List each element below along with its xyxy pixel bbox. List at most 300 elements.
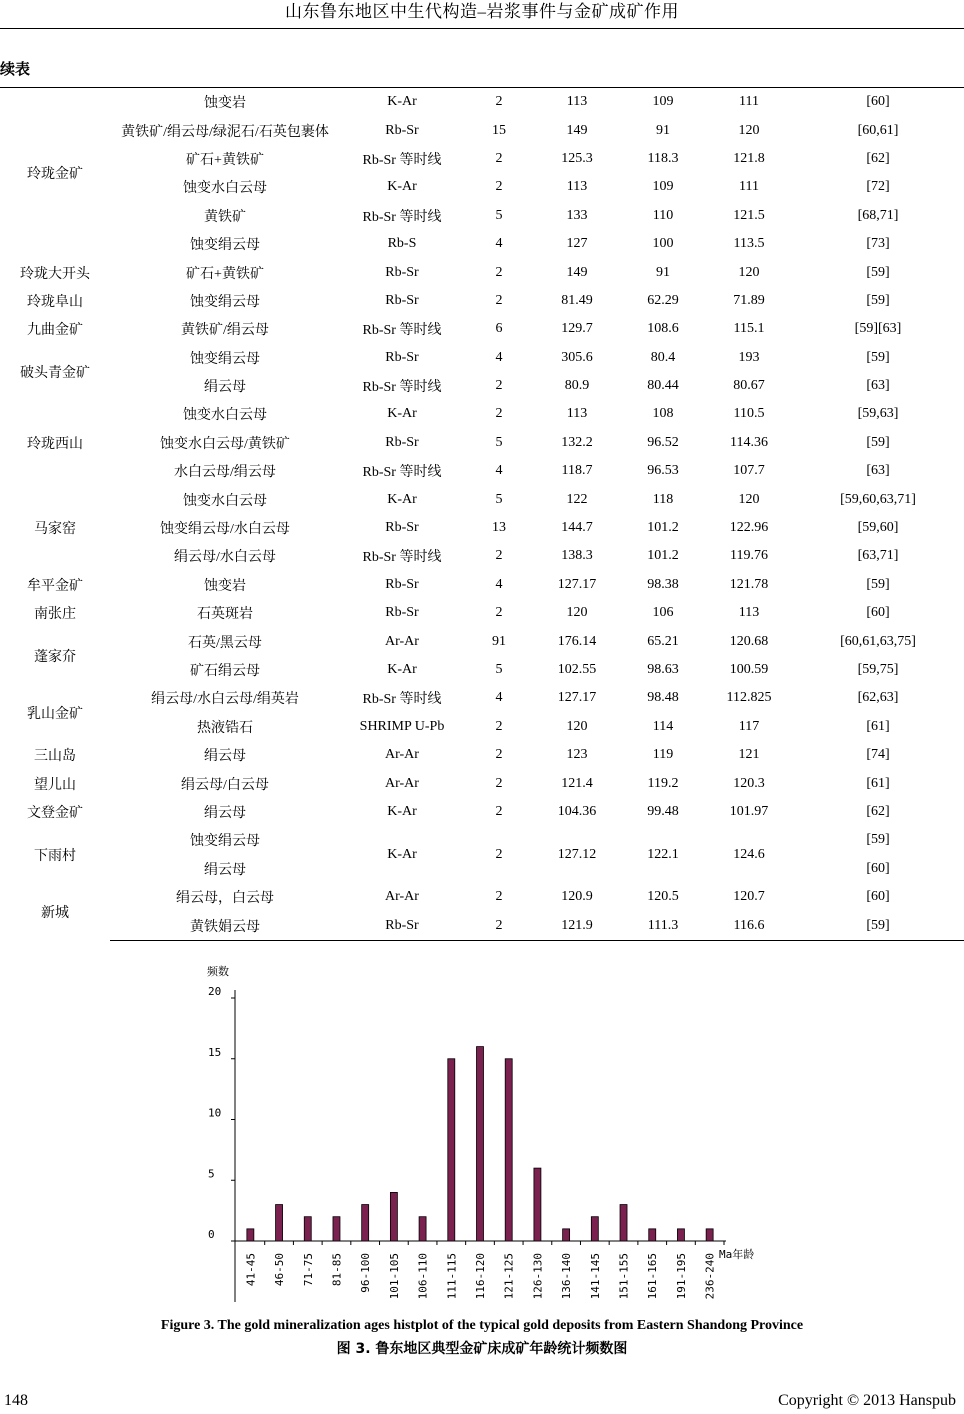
count-cell: 2	[495, 605, 503, 621]
x-tick-label: 136-140	[560, 1253, 574, 1300]
table-row	[0, 173, 964, 201]
mean-age-cell: 121.5	[733, 207, 765, 223]
min-age-cell: 118	[652, 491, 674, 507]
count-cell: 2	[495, 179, 503, 195]
x-tick-label: 111-115	[445, 1253, 459, 1300]
histogram-bar	[247, 1229, 254, 1241]
method-cell: Rb-Sr 等时线	[362, 465, 442, 481]
table-row	[0, 202, 964, 230]
mean-age-cell: 121.8	[733, 150, 765, 166]
x-tick-label: 236-240	[703, 1253, 717, 1300]
min-age-cell: 119.2	[647, 775, 679, 791]
table-row	[0, 258, 964, 286]
max-age-cell: 123	[566, 747, 588, 763]
table-continued-label: 续表	[0, 60, 31, 78]
count-cell: 2	[495, 378, 503, 394]
min-age-cell: 114	[652, 718, 674, 734]
reference-cell: [60,61]	[857, 122, 899, 138]
method-cell: Rb-Sr	[385, 434, 419, 450]
table-row	[0, 826, 964, 854]
mean-age-cell: 80.67	[733, 378, 765, 394]
method-cell: Rb-Sr	[385, 576, 419, 592]
reference-cell: [68,71]	[857, 207, 899, 223]
deposit-cell: 玲珑阜山	[27, 294, 83, 310]
mean-age-cell: 120.68	[729, 633, 769, 649]
mineral-cell: 绢云母	[204, 805, 246, 821]
method-cell: K-Ar	[387, 406, 417, 422]
mean-age-cell: 113.5	[733, 236, 765, 252]
mineral-cell: 绢云母/水白云母	[174, 550, 276, 566]
x-tick-label: 96-100	[359, 1253, 373, 1293]
min-age-cell: 108	[652, 406, 674, 422]
method-cell: Rb-Sr 等时线	[362, 152, 442, 168]
count-cell: 4	[495, 236, 503, 252]
max-age-cell: 120	[566, 718, 588, 734]
min-age-cell: 62.29	[647, 292, 679, 308]
mineral-cell: 绢云母	[204, 862, 246, 878]
mean-age-cell: 110.5	[733, 406, 765, 422]
reference-cell: [63]	[866, 378, 890, 394]
method-cell: K-Ar	[387, 662, 417, 677]
min-age-cell: 99.48	[647, 803, 679, 819]
method-cell: K-Ar	[387, 179, 417, 195]
histogram-bar	[333, 1217, 340, 1241]
min-age-cell: 109	[652, 94, 674, 110]
reference-cell: [60]	[866, 860, 890, 876]
count-cell: 13	[492, 520, 506, 536]
mineral-cell: 绢云母/白云母	[181, 777, 269, 793]
max-age-cell: 132.2	[561, 434, 593, 450]
mineral-cell: 蚀变绢云母	[190, 834, 260, 850]
age-data-table	[0, 87, 964, 941]
min-age-cell: 101.2	[647, 520, 679, 536]
y-axis-title: 频数	[207, 965, 229, 978]
method-cell: Rb-Sr 等时线	[362, 380, 442, 396]
max-age-cell: 133	[566, 207, 588, 223]
max-age-cell: 102.55	[557, 662, 597, 677]
method-cell: Rb-Sr 等时线	[362, 209, 442, 225]
count-cell: 5	[495, 491, 503, 507]
min-age-cell: 96.53	[647, 463, 679, 479]
histogram-bar	[706, 1229, 713, 1241]
mean-age-cell: 107.7	[733, 463, 765, 479]
reference-cell: [59]	[866, 832, 890, 848]
method-cell: Ar-Ar	[385, 747, 419, 763]
deposit-cell: 九曲金矿	[27, 323, 83, 339]
reference-cell: [59]	[866, 349, 890, 365]
reference-cell: [62]	[866, 150, 890, 166]
reference-cell: [60]	[866, 889, 890, 905]
histogram-bar	[591, 1217, 598, 1241]
count-cell: 4	[495, 463, 503, 479]
max-age-cell: 81.49	[561, 292, 593, 308]
mineral-cell: 绢云母，白云母	[176, 891, 274, 907]
method-cell: Rb-Sr	[385, 349, 419, 365]
min-age-cell: 98.38	[647, 576, 679, 592]
mean-age-cell: 113	[738, 605, 760, 621]
deposit-cell: 下雨村	[34, 848, 76, 864]
max-age-cell: 120	[566, 605, 588, 621]
mineral-cell: 矿石+黄铁矿	[186, 266, 264, 282]
mineral-cell: 蚀变岩	[204, 578, 246, 594]
method-cell: Rb-Sr	[385, 122, 419, 138]
deposit-cell: 望儿山	[34, 777, 76, 793]
table-row	[0, 287, 964, 315]
x-tick-label: 126-130	[531, 1253, 545, 1300]
mineral-cell: 蚀变水白云母	[183, 408, 267, 424]
count-cell: 4	[495, 690, 503, 706]
mean-age-cell: 117	[738, 718, 760, 734]
max-age-cell: 104.36	[557, 803, 597, 819]
reference-cell: [72]	[866, 179, 890, 195]
reference-cell: [59]	[866, 576, 890, 592]
count-cell: 2	[464, 911, 534, 940]
count-cell: 2	[495, 889, 503, 905]
table-row	[0, 769, 964, 797]
min-age-cell: 91	[656, 122, 670, 138]
deposit-cell: 玲珑西山	[27, 436, 83, 452]
mineral-cell: 蚀变绢云母	[190, 294, 260, 310]
mineral-cell: 蚀变水白云母	[183, 181, 267, 197]
deposit-cell: 三山岛	[34, 749, 76, 765]
reference-cell: [59]	[866, 292, 890, 308]
table-row	[0, 627, 964, 655]
reference-cell: [73]	[866, 236, 890, 252]
mineral-cell: 黄铁矿	[204, 209, 246, 225]
max-age-cell: 125.3	[561, 150, 593, 166]
max-age-cell: 127.12	[557, 846, 597, 862]
mineral-cell: 绢云母/水白云母/绢英岩	[151, 692, 299, 708]
mineral-cell: 石英/黑云母	[188, 635, 262, 651]
method-cell: Rb-Sr 等时线	[362, 323, 442, 339]
method-cell: Ar-Ar	[385, 775, 419, 791]
table-row	[0, 88, 964, 117]
y-tick-label: 5	[208, 1167, 215, 1181]
reference-cell: [74]	[866, 747, 890, 763]
max-age-cell: 144.7	[561, 520, 593, 536]
reference-cell: [59,60]	[857, 520, 899, 536]
mineral-cell: 蚀变绢云母	[190, 351, 260, 367]
method-cell: Ar-Ar	[385, 633, 419, 649]
x-tick-label: 71-75	[301, 1253, 315, 1287]
count-cell: 2	[495, 94, 503, 110]
histogram-bar	[620, 1205, 627, 1241]
method-cell: K-Ar	[387, 94, 417, 110]
mean-age-cell: 119.76	[730, 548, 768, 564]
count-cell: 91	[492, 633, 506, 649]
deposit-cell: 牟平金矿	[27, 578, 83, 594]
mean-age-cell: 120	[738, 122, 760, 138]
histogram-bar	[649, 1229, 656, 1241]
method-cell: Rb-Sr	[385, 520, 419, 536]
min-age-cell: 80.4	[650, 349, 676, 365]
deposit-cell: 文登金矿	[27, 805, 83, 821]
max-age-cell: 176.14	[557, 633, 597, 649]
min-age-cell: 111.3	[620, 911, 706, 940]
max-age-cell: 305.6	[561, 349, 593, 365]
reference-cell: [59][63]	[854, 321, 902, 337]
min-age-cell: 109	[652, 179, 674, 195]
deposit-cell: 破头青金矿	[20, 365, 90, 381]
histogram-chart	[0, 958, 964, 1318]
x-tick-label: 151-155	[617, 1253, 631, 1300]
mineral-cell: 黄铁矿/绢云母/绿泥石/石英包裹体	[121, 124, 329, 140]
count-cell: 5	[495, 662, 503, 677]
min-age-cell: 80.44	[647, 378, 679, 394]
histogram-bar	[534, 1168, 541, 1241]
method-cell: K-Ar	[387, 491, 417, 507]
mean-age-cell: 71.89	[733, 292, 765, 308]
histogram-svg	[0, 958, 964, 1318]
histogram-bar	[477, 1047, 484, 1241]
table-row	[0, 429, 964, 457]
table-row	[0, 713, 964, 741]
max-age-cell: 122	[566, 491, 588, 507]
reference-cell: [62]	[866, 803, 890, 819]
count-cell: 2	[495, 747, 503, 763]
mean-age-cell: 120.7	[733, 889, 765, 905]
deposit-cell: 新城	[41, 905, 69, 921]
min-age-cell: 96.52	[647, 434, 679, 450]
method-cell: Rb-Sr 等时线	[362, 550, 442, 566]
table-row	[0, 883, 964, 911]
count-cell: 2	[495, 718, 503, 734]
method-cell: Ar-Ar	[385, 889, 419, 905]
mineral-cell: 矿石绢云母	[190, 664, 260, 679]
mean-age-cell: 120	[738, 491, 760, 507]
mineral-cell: 绢云母	[204, 380, 246, 396]
mineral-cell: 蚀变岩	[204, 96, 246, 112]
histogram-bar	[304, 1217, 311, 1241]
y-tick-label: 15	[208, 1045, 222, 1059]
min-age-cell: 108.6	[647, 321, 679, 337]
count-cell: 2	[495, 292, 503, 308]
method-cell: Rb-Sr	[340, 911, 464, 940]
max-age-cell: 149	[566, 122, 588, 138]
x-tick-label: 121-125	[502, 1253, 516, 1300]
max-age-cell: 138.3	[561, 548, 593, 564]
deposit-cell: 玲珑大开头	[20, 266, 90, 282]
table-row	[0, 684, 964, 712]
mean-age-cell: 111	[739, 179, 759, 195]
deposit-cell: 乳山金矿	[27, 706, 83, 722]
mean-age-cell: 121	[738, 747, 760, 763]
figure-caption-en: Figure 3. The gold mineralization ages histplot of the typical gold deposits from Eastern Shandong Province	[160, 1318, 804, 1333]
x-axis-title: Ma年龄	[719, 1248, 755, 1261]
table-row	[0, 911, 964, 940]
reference-cell: [59,60,63,71]	[840, 491, 916, 507]
count-cell: 2	[495, 264, 503, 280]
table-row	[0, 485, 964, 513]
mineral-cell: 蚀变绢云母/水白云母	[160, 522, 290, 538]
deposit-cell: 南张庄	[34, 607, 76, 623]
count-cell: 6	[495, 321, 503, 337]
reference-cell: [60]	[866, 94, 890, 110]
count-cell: 5	[495, 207, 503, 223]
max-age-cell: 149	[566, 264, 588, 280]
count-cell: 2	[495, 548, 503, 564]
max-age-cell: 121.4	[561, 775, 593, 791]
mineral-cell: 热液锆石	[197, 720, 253, 736]
reference-cell: [59]	[866, 264, 890, 280]
reference-cell: [59]	[866, 434, 890, 450]
min-age-cell: 98.48	[647, 690, 679, 706]
table-row	[0, 514, 964, 542]
mineral-cell: 蚀变绢云母	[190, 238, 260, 254]
method-cell: Rb-Sr	[385, 605, 419, 621]
x-tick-label: 191-195	[674, 1253, 688, 1300]
deposit-cell: 马家窑	[34, 522, 76, 538]
mean-age-cell: 120.3	[733, 775, 765, 791]
max-age-cell: 80.9	[564, 378, 590, 394]
table-row	[0, 741, 964, 769]
reference-cell: [61]	[866, 775, 890, 791]
max-age-cell: 127.17	[557, 690, 597, 706]
count-cell: 2	[495, 406, 503, 422]
y-tick-label: 20	[208, 985, 222, 998]
copyright-notice: Copyright © 2013 Hanspub	[778, 1392, 956, 1409]
min-age-cell: 65.21	[647, 633, 679, 649]
mineral-cell: 绢云母	[204, 749, 246, 765]
mineral-cell: 黄铁矿/绢云母	[181, 323, 269, 339]
max-age-cell: 113	[566, 94, 588, 110]
mean-age-cell: 114.36	[730, 434, 768, 450]
figure-caption-cn: 图 3. 鲁东地区典型金矿床成矿年龄统计频数图	[336, 1341, 628, 1357]
x-tick-label: 101-105	[387, 1253, 401, 1300]
histogram-bar	[390, 1192, 397, 1241]
min-age-cell: 91	[656, 264, 670, 280]
table-row	[0, 230, 964, 258]
table-row	[0, 400, 964, 428]
mean-age-cell: 101.97	[729, 803, 769, 819]
deposit-cell: 蓬家夼	[34, 649, 76, 665]
page-number: 148	[4, 1392, 28, 1409]
reference-cell: [63,71]	[857, 548, 899, 564]
max-age-cell: 121.9	[534, 911, 620, 940]
x-tick-label: 161-165	[646, 1253, 660, 1300]
max-age-cell: 113	[566, 406, 588, 422]
table-row	[0, 599, 964, 627]
table-row	[0, 372, 964, 400]
mineral-cell: 矿石+黄铁矿	[186, 152, 264, 168]
x-tick-label: 116-120	[474, 1253, 487, 1300]
mean-age-cell: 122.96	[729, 520, 769, 536]
histogram-bar	[505, 1059, 512, 1241]
count-cell: 4	[495, 349, 503, 365]
max-age-cell: 120.9	[561, 889, 593, 905]
running-head-title: 山东鲁东地区中生代构造–岩浆事件与金矿成矿作用	[285, 2, 679, 21]
table-row	[0, 542, 964, 570]
table-row	[0, 145, 964, 173]
table-row	[0, 116, 964, 144]
mineral-cell: 黄铁娟云母	[110, 911, 340, 940]
max-age-cell: 129.7	[561, 321, 593, 337]
histogram-bar	[448, 1059, 455, 1241]
mineral-cell: 蚀变水白云母	[183, 493, 267, 509]
reference-cell: [60,61,63,75]	[840, 633, 916, 649]
reference-cell: [59,75]	[857, 662, 899, 677]
mineral-cell: 蚀变水白云母/黄铁矿	[160, 436, 290, 452]
count-cell: 2	[495, 775, 503, 791]
max-age-cell: 113	[566, 179, 588, 195]
count-cell: 4	[495, 576, 503, 592]
count-cell: 2	[495, 150, 503, 166]
method-cell: K-Ar	[387, 803, 417, 819]
mean-age-cell: 100.59	[729, 662, 769, 677]
mean-age-cell: 112.825	[726, 690, 772, 706]
table-row	[0, 571, 964, 599]
histogram-bar	[677, 1229, 684, 1241]
min-age-cell: 106	[652, 605, 674, 621]
method-cell: Rb-Sr	[385, 264, 419, 280]
table-row	[0, 457, 964, 485]
mean-age-cell: 111	[739, 94, 759, 110]
histogram-bar	[419, 1217, 426, 1241]
max-age-cell: 118.7	[561, 463, 593, 479]
method-cell: K-Ar	[387, 846, 417, 862]
min-age-cell: 101.2	[647, 548, 679, 564]
x-tick-label: 41-45	[244, 1253, 258, 1287]
mean-age-cell: 120	[738, 264, 760, 280]
reference-cell: [62,63]	[857, 690, 899, 706]
min-age-cell: 98.63	[647, 662, 679, 677]
x-tick-label: 106-110	[416, 1253, 430, 1300]
reference-cell: [63]	[866, 463, 890, 479]
method-cell: SHRIMP U-Pb	[359, 718, 445, 734]
reference-cell: [60]	[866, 605, 890, 621]
table-row	[0, 798, 964, 826]
min-age-cell: 120.5	[647, 889, 679, 905]
min-age-cell: 110	[652, 207, 674, 223]
histogram-bar	[276, 1205, 283, 1241]
max-age-cell: 127	[566, 236, 588, 252]
y-tick-label: 10	[208, 1106, 222, 1120]
reference-cell: [59]	[792, 911, 964, 940]
mean-age-cell: 121.78	[729, 576, 769, 592]
min-age-cell: 119	[652, 747, 674, 763]
y-tick-label: 0	[208, 1228, 215, 1241]
method-cell: Rb-Sr	[385, 292, 419, 308]
header-rule	[0, 28, 964, 29]
reference-cell: [61]	[866, 718, 890, 734]
reference-cell: [59,63]	[857, 406, 899, 422]
max-age-cell: 127.17	[557, 576, 597, 592]
mean-age-cell: 124.6	[733, 846, 765, 862]
mineral-cell: 水白云母/绢云母	[174, 465, 276, 481]
count-cell: 2	[495, 846, 503, 862]
x-tick-label: 81-85	[330, 1253, 344, 1287]
table-row	[0, 344, 964, 372]
table-row	[0, 315, 964, 343]
method-cell: Rb-S	[387, 236, 417, 252]
mineral-cell: 石英斑岩	[197, 607, 253, 623]
mean-age-cell: 116.6	[706, 911, 792, 940]
mean-age-cell: 193	[738, 349, 760, 365]
x-tick-label: 141-145	[588, 1253, 602, 1300]
min-age-cell: 118.3	[647, 150, 679, 166]
table-row	[0, 656, 964, 684]
min-age-cell: 122.1	[647, 846, 679, 862]
count-cell: 15	[492, 122, 506, 138]
x-tick-label: 46-50	[273, 1253, 287, 1287]
count-cell: 5	[495, 434, 503, 450]
deposit-cell: 玲珑金矿	[27, 167, 83, 183]
histogram-bar	[563, 1229, 570, 1241]
histogram-bar	[362, 1205, 369, 1241]
min-age-cell: 100	[652, 236, 674, 252]
count-cell: 2	[495, 803, 503, 819]
method-cell: Rb-Sr 等时线	[362, 692, 442, 708]
